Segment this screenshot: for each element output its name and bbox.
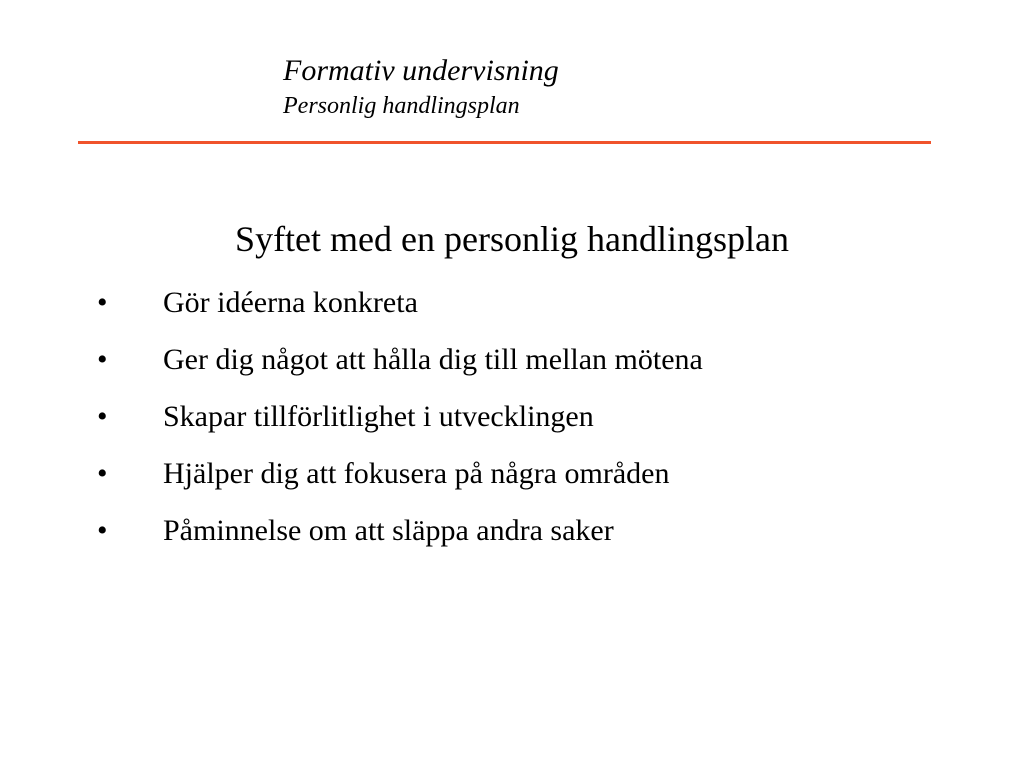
- bullet-text: Ger dig något att hålla dig till mellan mötena: [163, 343, 703, 376]
- header-subtitle: Personlig handlingsplan: [283, 93, 520, 119]
- bullet-text: Påminnelse om att släppa andra saker: [163, 514, 614, 547]
- bullet-text: Gör idéerna konkreta: [163, 286, 418, 319]
- header-title: Formativ undervisning: [283, 54, 559, 87]
- bullet-icon: •: [97, 400, 108, 433]
- bullet-icon: •: [97, 343, 108, 376]
- bullet-icon: •: [97, 457, 108, 490]
- bullet-icon: •: [97, 514, 108, 547]
- bullet-icon: •: [97, 286, 108, 319]
- slide-header: [283, 56, 559, 118]
- bullet-text: Skapar tillförlitlighet i utvecklingen: [163, 400, 594, 433]
- content-heading: Syftet med en personlig handlingsplan: [235, 219, 789, 259]
- header-divider: [78, 141, 931, 144]
- bullet-text: Hjälper dig att fokusera på några områden: [163, 457, 670, 490]
